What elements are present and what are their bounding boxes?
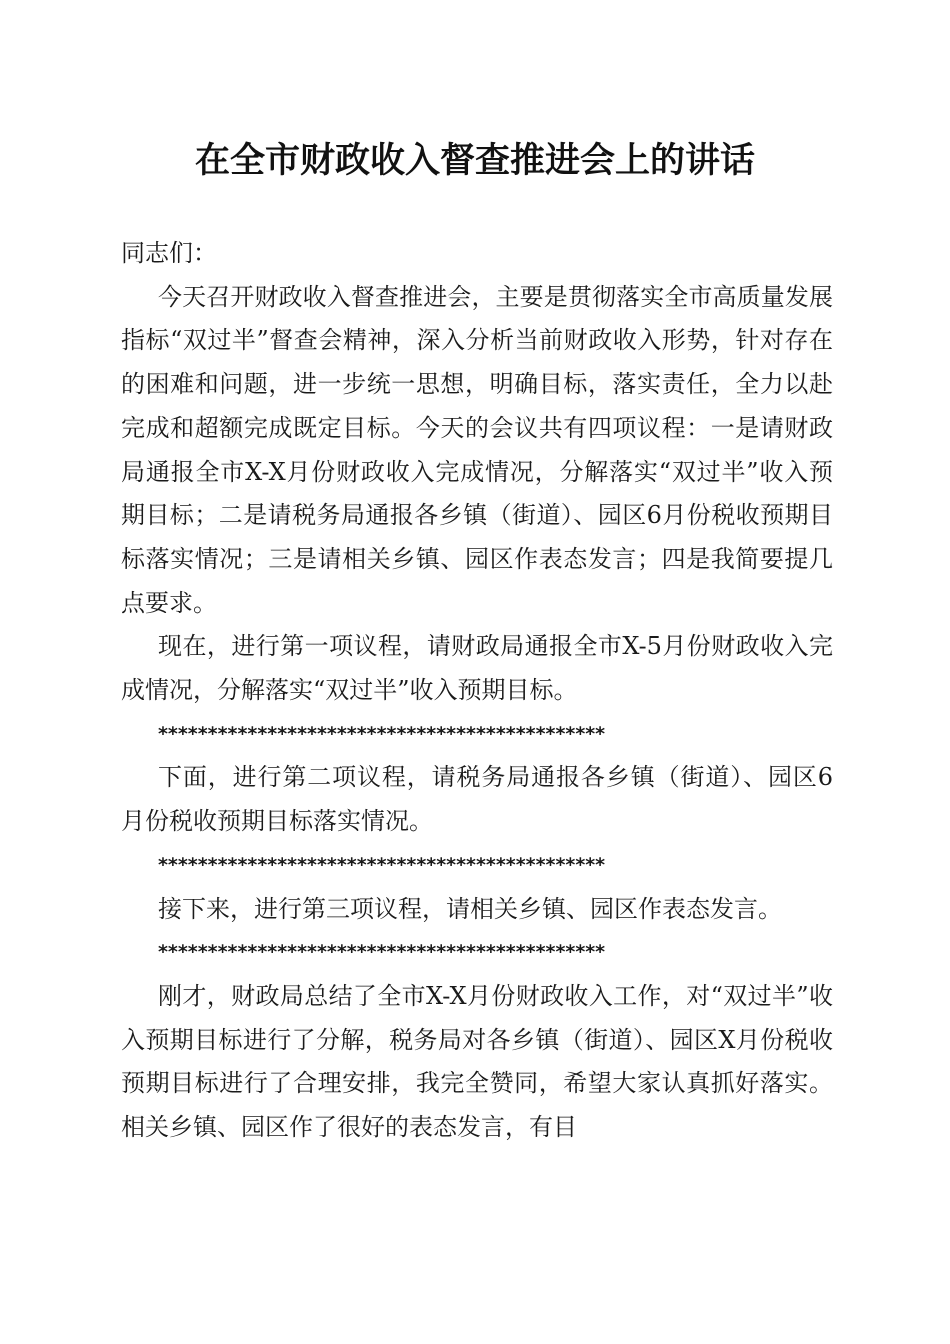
document-body: [121, 232, 833, 1150]
paragraph-opening: 今天召开财政收入督查推进会，主要是贯彻落实全市高质量发展指标“双过半”督查会精神，深入分析当前财政收入形势，针对存在的困难和问题，进一步统一思想，明确目标，落实责任，全力以赴完成和超额完成既定目标。今天的会议共有四项议程：一是请财政局通报全市X-X月份财政收入完成情况，分解落实“双过半”收入预期目标；二是请税务局通报各乡镇（街道）、园区6月份税收预期目标落实情况；三是请相关乡镇、园区作表态发言；四是我简要提几点要求。: [121, 282, 833, 617]
separator-stars: *********************************************: [158, 941, 606, 964]
document-title: 在全市财政收入督查推进会上的讲话: [194, 140, 755, 181]
paragraph-agenda-three: 接下来，进行第三项议程，请相关乡镇、园区作表态发言。: [158, 894, 782, 923]
paragraph-agenda-two: 下面，进行第二项议程，请税务局通报各乡镇（街道）、园区6月份税收预期目标落实情况。: [121, 763, 833, 836]
separator-stars: *********************************************: [158, 853, 606, 876]
paragraph-agenda-one: 现在，进行第一项议程，请财政局通报全市X-5月份财政收入完成情况，分解落实“双过半”收入预期目标。: [121, 632, 833, 705]
paragraph-summary: 刚才，财政局总结了全市X-X月份财政收入工作，对“双过半”收入预期目标进行了分解，税务局对各乡镇（街道）、园区X月份税收预期目标进行了合理安排，我完全赞同，希望大家认真抓好落实。相关乡镇、园区作了很好的表态发言，有目: [121, 981, 833, 1142]
separator-stars: *********************************************: [158, 722, 606, 745]
salutation: 同志们：: [121, 239, 217, 267]
